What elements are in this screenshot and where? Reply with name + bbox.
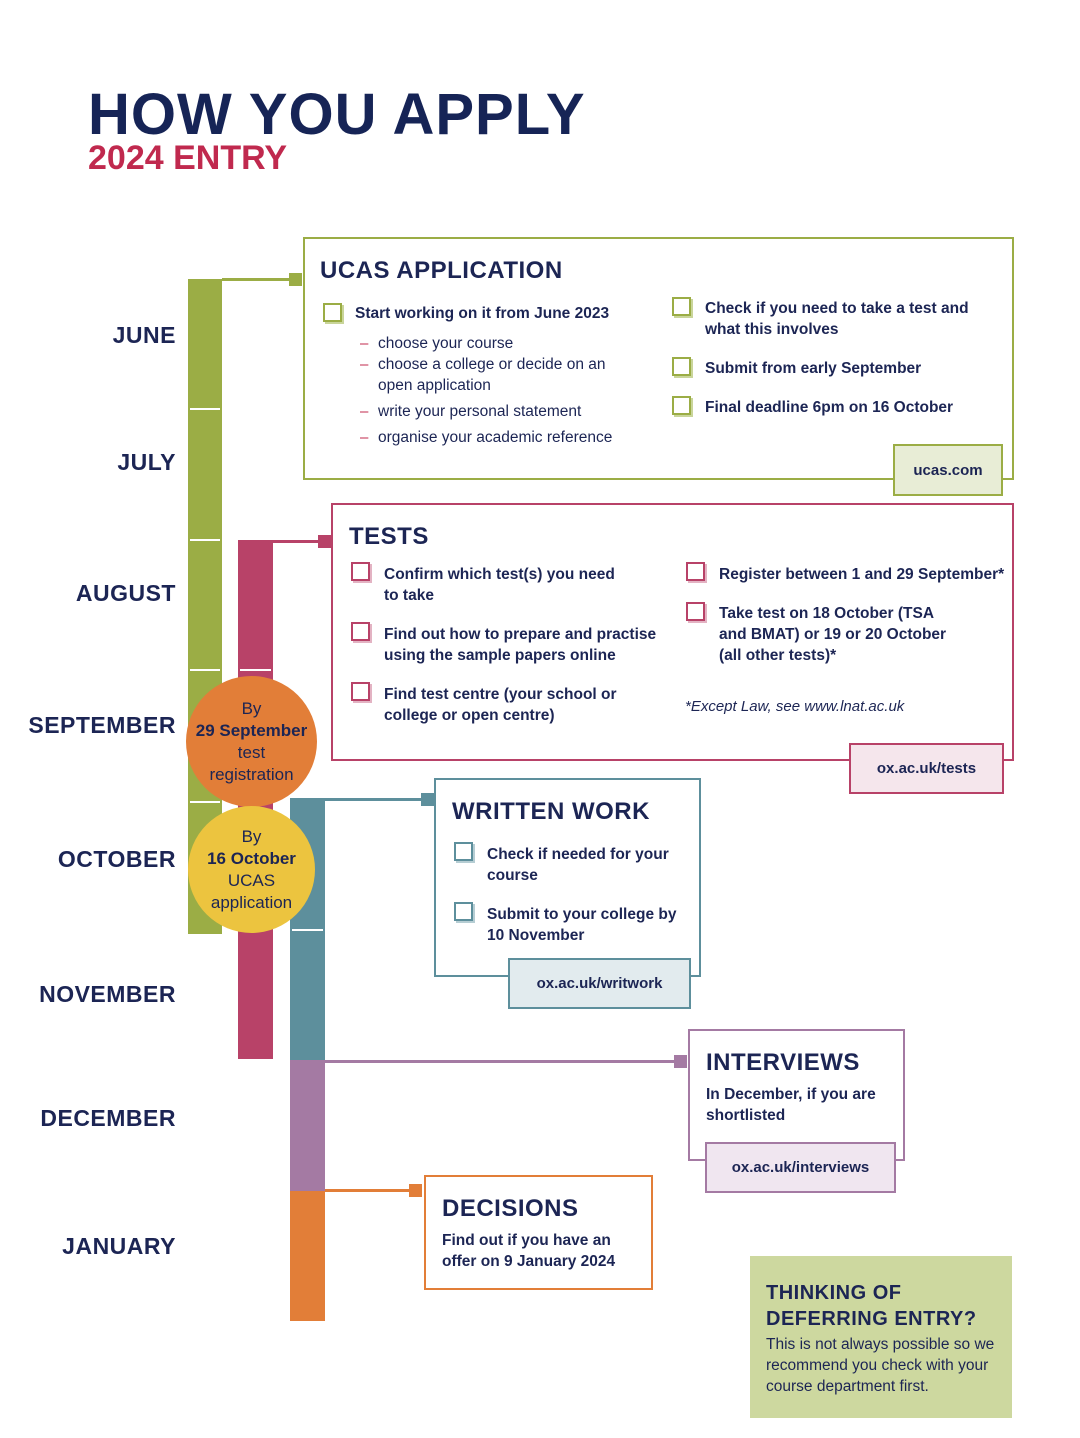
checkbox-icon bbox=[351, 622, 370, 641]
circle-by-label: By bbox=[241, 698, 262, 718]
tests-item: Find test centre (your school or college or open centre) bbox=[384, 686, 617, 724]
written-work-heading: WRITTEN WORK bbox=[452, 798, 650, 825]
month-january: JANUARY bbox=[62, 1233, 176, 1259]
checkbox-icon bbox=[686, 562, 705, 581]
tests-item: Register between 1 and 29 September* bbox=[719, 566, 1005, 583]
tests-item: Find out how to prepare and practise using the sample papers online bbox=[384, 626, 657, 664]
month-august: AUGUST bbox=[75, 580, 176, 606]
decisions-text: Find out if you have an offer on 9 January 2024 bbox=[442, 1232, 616, 1270]
tests-connector-node bbox=[318, 535, 331, 548]
tests-note: *Except Law, see www.lnat.ac.uk bbox=[685, 698, 905, 715]
page-subtitle: 2024 ENTRY bbox=[88, 139, 288, 177]
ucas-subitem: organise your academic reference bbox=[378, 429, 613, 446]
interviews-connector bbox=[325, 1060, 681, 1063]
ucas-heading: UCAS APPLICATION bbox=[320, 257, 563, 284]
checkbox-icon bbox=[672, 297, 691, 316]
ucas-check-test-item: Check if you need to take a test and what this involves bbox=[705, 300, 969, 338]
deferring-text: This is not always possible so we recommend you check with your course department first. bbox=[766, 1336, 995, 1395]
deferring-entry-box bbox=[750, 1256, 1012, 1418]
month-september: SEPTEMBER bbox=[28, 712, 176, 738]
interviews-timeline-bar bbox=[290, 1060, 325, 1191]
written-work-connector-node bbox=[421, 793, 434, 806]
circle-by-label: By bbox=[241, 826, 262, 846]
interviews-heading: INTERVIEWS bbox=[706, 1049, 860, 1076]
month-july: JULY bbox=[117, 449, 176, 475]
tests-item: Confirm which test(s) you need to take bbox=[384, 566, 615, 604]
checkbox-icon bbox=[454, 842, 473, 861]
month-tick bbox=[240, 669, 271, 671]
checkbox-icon bbox=[454, 902, 473, 921]
deferring-heading: THINKING OF DEFERRING ENTRY? bbox=[766, 1282, 977, 1330]
circle-date: 29 September bbox=[195, 720, 308, 740]
bullet-dash: – bbox=[360, 429, 369, 446]
interviews-connector-node bbox=[674, 1055, 687, 1068]
ucas-subitem: choose a college or decide on an open application bbox=[378, 356, 606, 394]
page-title: HOW YOU APPLY bbox=[88, 82, 586, 147]
written-work-item: Check if needed for your course bbox=[487, 846, 669, 884]
tests-box bbox=[331, 503, 1014, 761]
bullet-dash: – bbox=[360, 403, 369, 420]
tests-heading: TESTS bbox=[349, 523, 429, 550]
decisions-connector bbox=[325, 1189, 416, 1192]
ucas-connector-node bbox=[289, 273, 302, 286]
circle-line: test bbox=[237, 742, 266, 762]
written-work-item: Submit to your college by 10 November bbox=[487, 906, 677, 944]
ucas-connector bbox=[222, 278, 296, 281]
written-work-link[interactable]: ox.ac.uk/writwork bbox=[508, 958, 691, 1009]
bullet-dash: – bbox=[360, 335, 369, 352]
ucas-link[interactable]: ucas.com bbox=[893, 444, 1003, 496]
month-december: DECEMBER bbox=[40, 1105, 176, 1131]
checkbox-icon bbox=[351, 562, 370, 581]
month-tick bbox=[190, 801, 220, 803]
decisions-heading: DECISIONS bbox=[442, 1195, 579, 1222]
tests-link[interactable]: ox.ac.uk/tests bbox=[849, 743, 1004, 794]
decisions-box bbox=[424, 1175, 653, 1290]
checkbox-icon bbox=[672, 357, 691, 376]
circle-line: registration bbox=[209, 764, 294, 784]
test-registration-circle bbox=[186, 676, 317, 807]
circle-line: application bbox=[210, 892, 293, 912]
written-work-connector bbox=[325, 798, 428, 801]
checkbox-icon bbox=[323, 303, 342, 322]
checkbox-icon bbox=[351, 682, 370, 701]
circle-line: UCAS bbox=[227, 870, 276, 890]
ucas-application-circle bbox=[188, 806, 315, 933]
month-june: JUNE bbox=[112, 322, 176, 348]
ucas-submit-item: Submit from early September bbox=[705, 360, 922, 377]
ucas-subitem: write your personal statement bbox=[378, 403, 582, 420]
checkbox-icon bbox=[686, 602, 705, 621]
interviews-link[interactable]: ox.ac.uk/interviews bbox=[705, 1142, 896, 1193]
ucas-deadline-item: Final deadline 6pm on 16 October bbox=[705, 399, 954, 416]
month-tick bbox=[190, 669, 220, 671]
decisions-connector-node bbox=[409, 1184, 422, 1197]
month-october: OCTOBER bbox=[57, 846, 176, 872]
month-tick bbox=[190, 408, 220, 410]
tests-item: Take test on 18 October (TSA and BMAT) or 19 or 20 October (all other tests)* bbox=[719, 605, 947, 664]
interviews-text: In December, if you are shortlisted bbox=[706, 1086, 876, 1124]
ucas-start-item: Start working on it from June 2023 bbox=[355, 305, 610, 322]
written-work-box bbox=[434, 778, 701, 977]
month-november: NOVEMBER bbox=[39, 981, 176, 1007]
month-tick bbox=[292, 929, 323, 931]
ucas-subitem: choose your course bbox=[378, 335, 514, 352]
month-tick bbox=[190, 539, 220, 541]
circle-date: 16 October bbox=[207, 848, 296, 868]
bullet-dash: – bbox=[360, 356, 369, 373]
decisions-timeline-bar bbox=[290, 1191, 325, 1321]
checkbox-icon bbox=[672, 396, 691, 415]
